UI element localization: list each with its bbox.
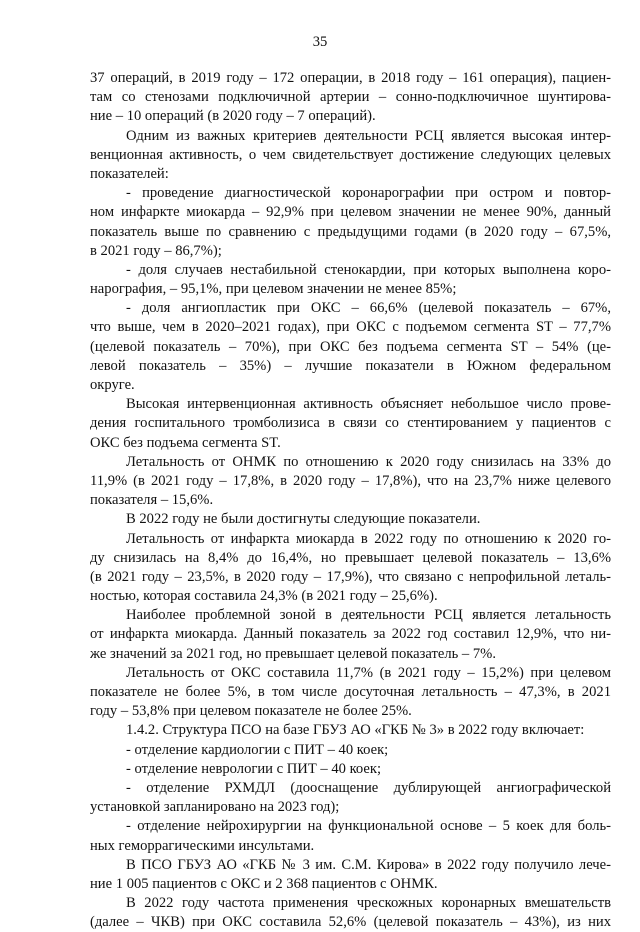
text-line: ние – 10 операций (в 2020 году – 7 операций). bbox=[90, 108, 376, 125]
text-line: (далее – ЧКВ) при ОКС составила 52,6% (целевой показатель – 43%), из них bbox=[90, 914, 611, 931]
text-line: что выше, чем в 2020–2021 годах), при ОКС с подъемом сегмента ST – 77,7% bbox=[90, 319, 611, 336]
text-line: В 2022 году не были достигнуты следующие показатели. bbox=[126, 511, 481, 528]
text-line: - отделение кардиологии с ПИТ – 40 коек; bbox=[126, 741, 389, 758]
paragraph bbox=[90, 184, 611, 261]
page-number: 35 bbox=[312, 34, 328, 50]
text-line: венционная активность, о чем свидетельствует достижение следующих целевых bbox=[90, 146, 611, 163]
text-line: - отделение нейрохирургии на функциональной основе – 5 коек для боль- bbox=[126, 818, 611, 835]
document-body bbox=[90, 69, 611, 932]
text-line: округе. bbox=[90, 377, 135, 393]
text-line: (целевой показатель – 70%), при ОКС без подъема сегмента ST – 54% (це- bbox=[90, 338, 611, 355]
text-line: Одним из важных критериев деятельности РСЦ является высокая интер- bbox=[126, 127, 611, 144]
text-line: ностью, которая составила 24,3% (в 2021 году – 25,6%). bbox=[90, 588, 438, 605]
paragraph bbox=[90, 894, 611, 932]
text-line: ном инфаркте миокарда – 92,9% при целевом значении не менее 90%, данный bbox=[90, 204, 611, 221]
text-line: дения госпитального тромболизиса в связи со стентированием у пациентов с bbox=[90, 415, 611, 432]
text-line: Летальность от ОКС составила 11,7% (в 2021 году – 15,2%) при целевом bbox=[126, 664, 611, 681]
text-line: показатель выше по сравнению с предыдущими годами (в 2020 году – 67,5%, bbox=[90, 223, 611, 240]
text-line: (в 2021 году – 23,5%, в 2020 году – 17,9%), что связано с непрофильной леталь- bbox=[90, 568, 611, 585]
paragraph bbox=[90, 741, 611, 760]
paragraph bbox=[90, 453, 611, 511]
text-line: - проведение диагностической коронарографии при остром и повтор- bbox=[126, 185, 611, 202]
text-line: же значений за 2021 год, но превышает целевой показатель – 7%. bbox=[90, 645, 496, 662]
paragraph bbox=[90, 606, 611, 664]
text-line: В 2022 году частота применения чрескожных коронарных вмешательств bbox=[126, 895, 611, 912]
text-line: 11,9% (в 2021 году – 17,8%, в 2020 году – 17,8%), что на 23,7% ниже целевого bbox=[90, 472, 611, 489]
text-line: - отделение РХМДЛ (дооснащение дублирующей ангиографической bbox=[126, 779, 611, 796]
text-line: В ПСО ГБУЗ АО «ГКБ № 3 им. С.М. Кирова» в 2022 году получило лече- bbox=[126, 856, 611, 873]
text-line: - доля ангиопластик при ОКС – 66,6% (целевой показатель – 67%, bbox=[126, 300, 611, 317]
text-line: там со стенозами подключичной артерии – сонно-подключичное шунтирова- bbox=[90, 89, 611, 106]
text-line: ных геморрагическими инсультами. bbox=[90, 837, 315, 854]
text-line: Летальность от инфаркта миокарда в 2022 году по отношению к 2020 го- bbox=[126, 530, 611, 547]
text-line: ние 1 005 пациентов с ОКС и 2 368 пациентов с ОНМК. bbox=[90, 875, 438, 892]
text-line: установкой запланировано на 2023 год); bbox=[90, 799, 340, 816]
text-line: показателе не более 5%, в том числе досуточная летальность – 47,3%, в 2021 bbox=[90, 684, 611, 700]
paragraph bbox=[90, 664, 611, 722]
text-line: - доля случаев нестабильной стенокардии, при которых выполнена коро- bbox=[126, 261, 611, 278]
text-line: 1.4.2. Структура ПСО на базе ГБУЗ АО «ГКБ № 3» в 2022 году включает: bbox=[126, 722, 585, 739]
paragraph bbox=[90, 127, 611, 185]
text-line: году – 53,8% при целевом показателе не более 25%. bbox=[90, 703, 412, 720]
paragraph bbox=[90, 779, 611, 817]
text-line: нарография, – 95,1%, при целевом значении не менее 85%; bbox=[90, 281, 457, 298]
text-line: - отделение неврологии с ПИТ – 40 коек; bbox=[126, 760, 382, 777]
text-line: Летальность от ОНМК по отношению к 2020 году снизилась на 33% до bbox=[126, 453, 611, 470]
text-line: показателя – 15,6%. bbox=[90, 492, 214, 509]
paragraph bbox=[90, 817, 611, 855]
text-line: левой показатель – 35%) – лучшие показатели в Южном федеральном bbox=[90, 357, 611, 374]
text-line: в 2021 году – 86,7%); bbox=[90, 242, 222, 259]
paragraph bbox=[90, 856, 611, 894]
text-line: ОКС без подъема сегмента ST. bbox=[90, 434, 281, 451]
text-line: 37 операций, в 2019 году – 172 операции, в 2018 году – 161 операция), пациен- bbox=[90, 70, 611, 86]
text-line: от инфаркта миокарда. Данный показатель за 2022 год составил 12,9%, что ни- bbox=[90, 626, 611, 643]
paragraph bbox=[90, 69, 611, 127]
paragraph bbox=[90, 299, 611, 395]
paragraph bbox=[90, 261, 611, 299]
paragraph bbox=[90, 530, 611, 607]
text-line: показателей: bbox=[90, 165, 169, 182]
paragraph bbox=[90, 395, 611, 453]
paragraph bbox=[90, 760, 611, 779]
text-line: Высокая интервенционная активность объясняет небольшое число прове- bbox=[126, 396, 611, 413]
text-line: Наиболее проблемной зоной в деятельности РСЦ является летальность bbox=[126, 607, 611, 624]
paragraph bbox=[90, 510, 611, 529]
text-line: ду снизилась на 8,4% до 16,4%, но превышает целевой показатель – 13,6% bbox=[90, 549, 611, 566]
paragraph bbox=[90, 721, 611, 740]
